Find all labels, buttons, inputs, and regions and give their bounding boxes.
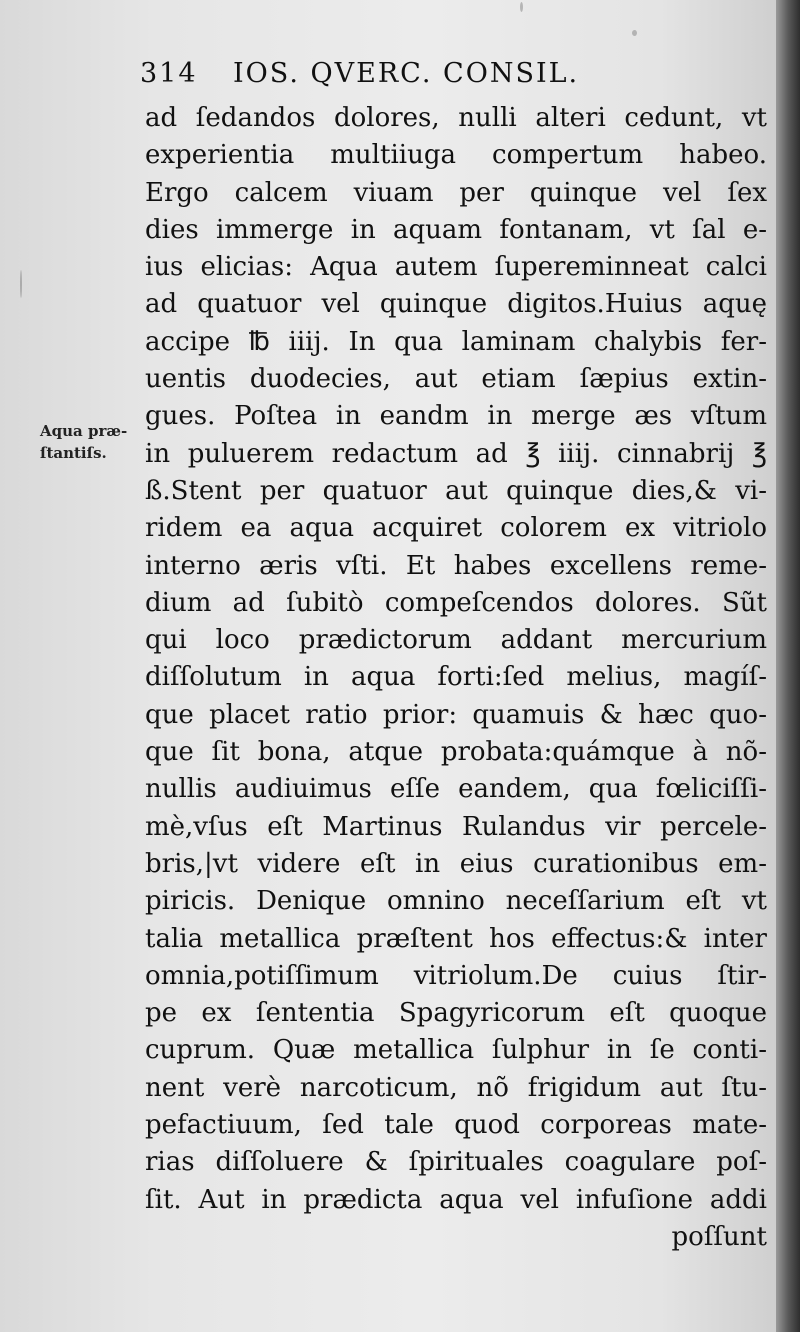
catchword: poſſunt (671, 1221, 767, 1252)
body-text (145, 100, 767, 1256)
text-line: dies immerge in aquam fontanam, vt ſal e- (145, 214, 767, 245)
text-line: dium ad ſubitò compeſcendos dolores. Sũt (145, 587, 767, 618)
text-line: rias diſſoluere & ſpirituales coagulare poſ- (145, 1147, 767, 1178)
text-line: Ergo calcem viuam per quinque vel ſex (145, 177, 767, 208)
page-header (140, 58, 660, 98)
text-line: ad quatuor vel quinque digitos.Huius aquę (145, 289, 767, 320)
text-line: piricis. Denique omnino neceſſarium eſt vt (145, 886, 767, 917)
text-line: qui loco prædictorum addant mercurium (145, 625, 767, 656)
text-line: accipe ℔ iiij. In qua laminam chalybis fer- (145, 326, 767, 357)
text-line: ß.Stent per quatuor aut quinque dies,& vi- (145, 475, 767, 506)
text-line: mè,vſus eſt Martinus Rulandus vir percele- (145, 811, 767, 842)
text-line: pe ex ſententia Spagyricorum eſt quoque (145, 998, 767, 1029)
text-line: diſſolutum in aqua forti:ſed melius, magíſ- (145, 662, 767, 693)
text-line: pefactiuum, ſed tale quod corporeas mate- (145, 1110, 767, 1141)
text-line: nent verè narcoticum, nõ frigidum aut ſtu- (145, 1072, 767, 1103)
book-gutter (776, 0, 800, 1332)
text-line: que placet ratio prior: quamuis & hæc quo- (145, 699, 767, 730)
text-line: cuprum. Quæ metallica ſulphur in ſe conti- (145, 1035, 767, 1066)
text-line: gues. Poſtea in eandm in merge æs vſtum (145, 401, 767, 432)
text-line: ad ſedandos dolores, nulli alteri cedunt, vt (145, 103, 767, 133)
text-line: nullis audiuimus eſſe eandem, qua fœliciſſi- (145, 774, 767, 805)
ink-speck (632, 30, 637, 36)
text-line: omnia,potiſſimum vitriolum.De cuius ſtir- (145, 960, 767, 991)
margin-note-line: ſtantiſs. (40, 444, 107, 462)
text-line: que ſit bona, atque probata:quámque à nõ- (145, 737, 767, 768)
ink-speck (20, 270, 22, 298)
text-line: in puluerem redactum ad ℥ iiij. cinnabrij ℥ (145, 438, 767, 469)
text-line: uentis duodecies, aut etiam ſæpius extin- (145, 364, 767, 395)
margin-note-line: Aqua præ- (40, 422, 128, 440)
text-line: experientia multiiuga compertum habeo. (145, 140, 767, 171)
running-head: IOS. QVERC. CONSIL. (233, 58, 580, 89)
text-line: interno æris vſti. Et habes excellens reme- (145, 550, 767, 581)
text-line: ridem ea aqua acquiret colorem ex vitriolo (145, 513, 767, 544)
text-line: bris,|vt videre eſt in eius curationibus em- (145, 848, 767, 879)
margin-note (40, 420, 135, 464)
page-number: 314 (140, 58, 198, 89)
text-line: talia metallica præſtent hos effectus:& inter (145, 923, 767, 954)
text-line: ſit. Aut in prædicta aqua vel infuſione addi (145, 1184, 767, 1215)
ink-speck (520, 2, 523, 12)
text-line: ius elicias: Aqua autem ſupereminneat calci (145, 252, 767, 283)
